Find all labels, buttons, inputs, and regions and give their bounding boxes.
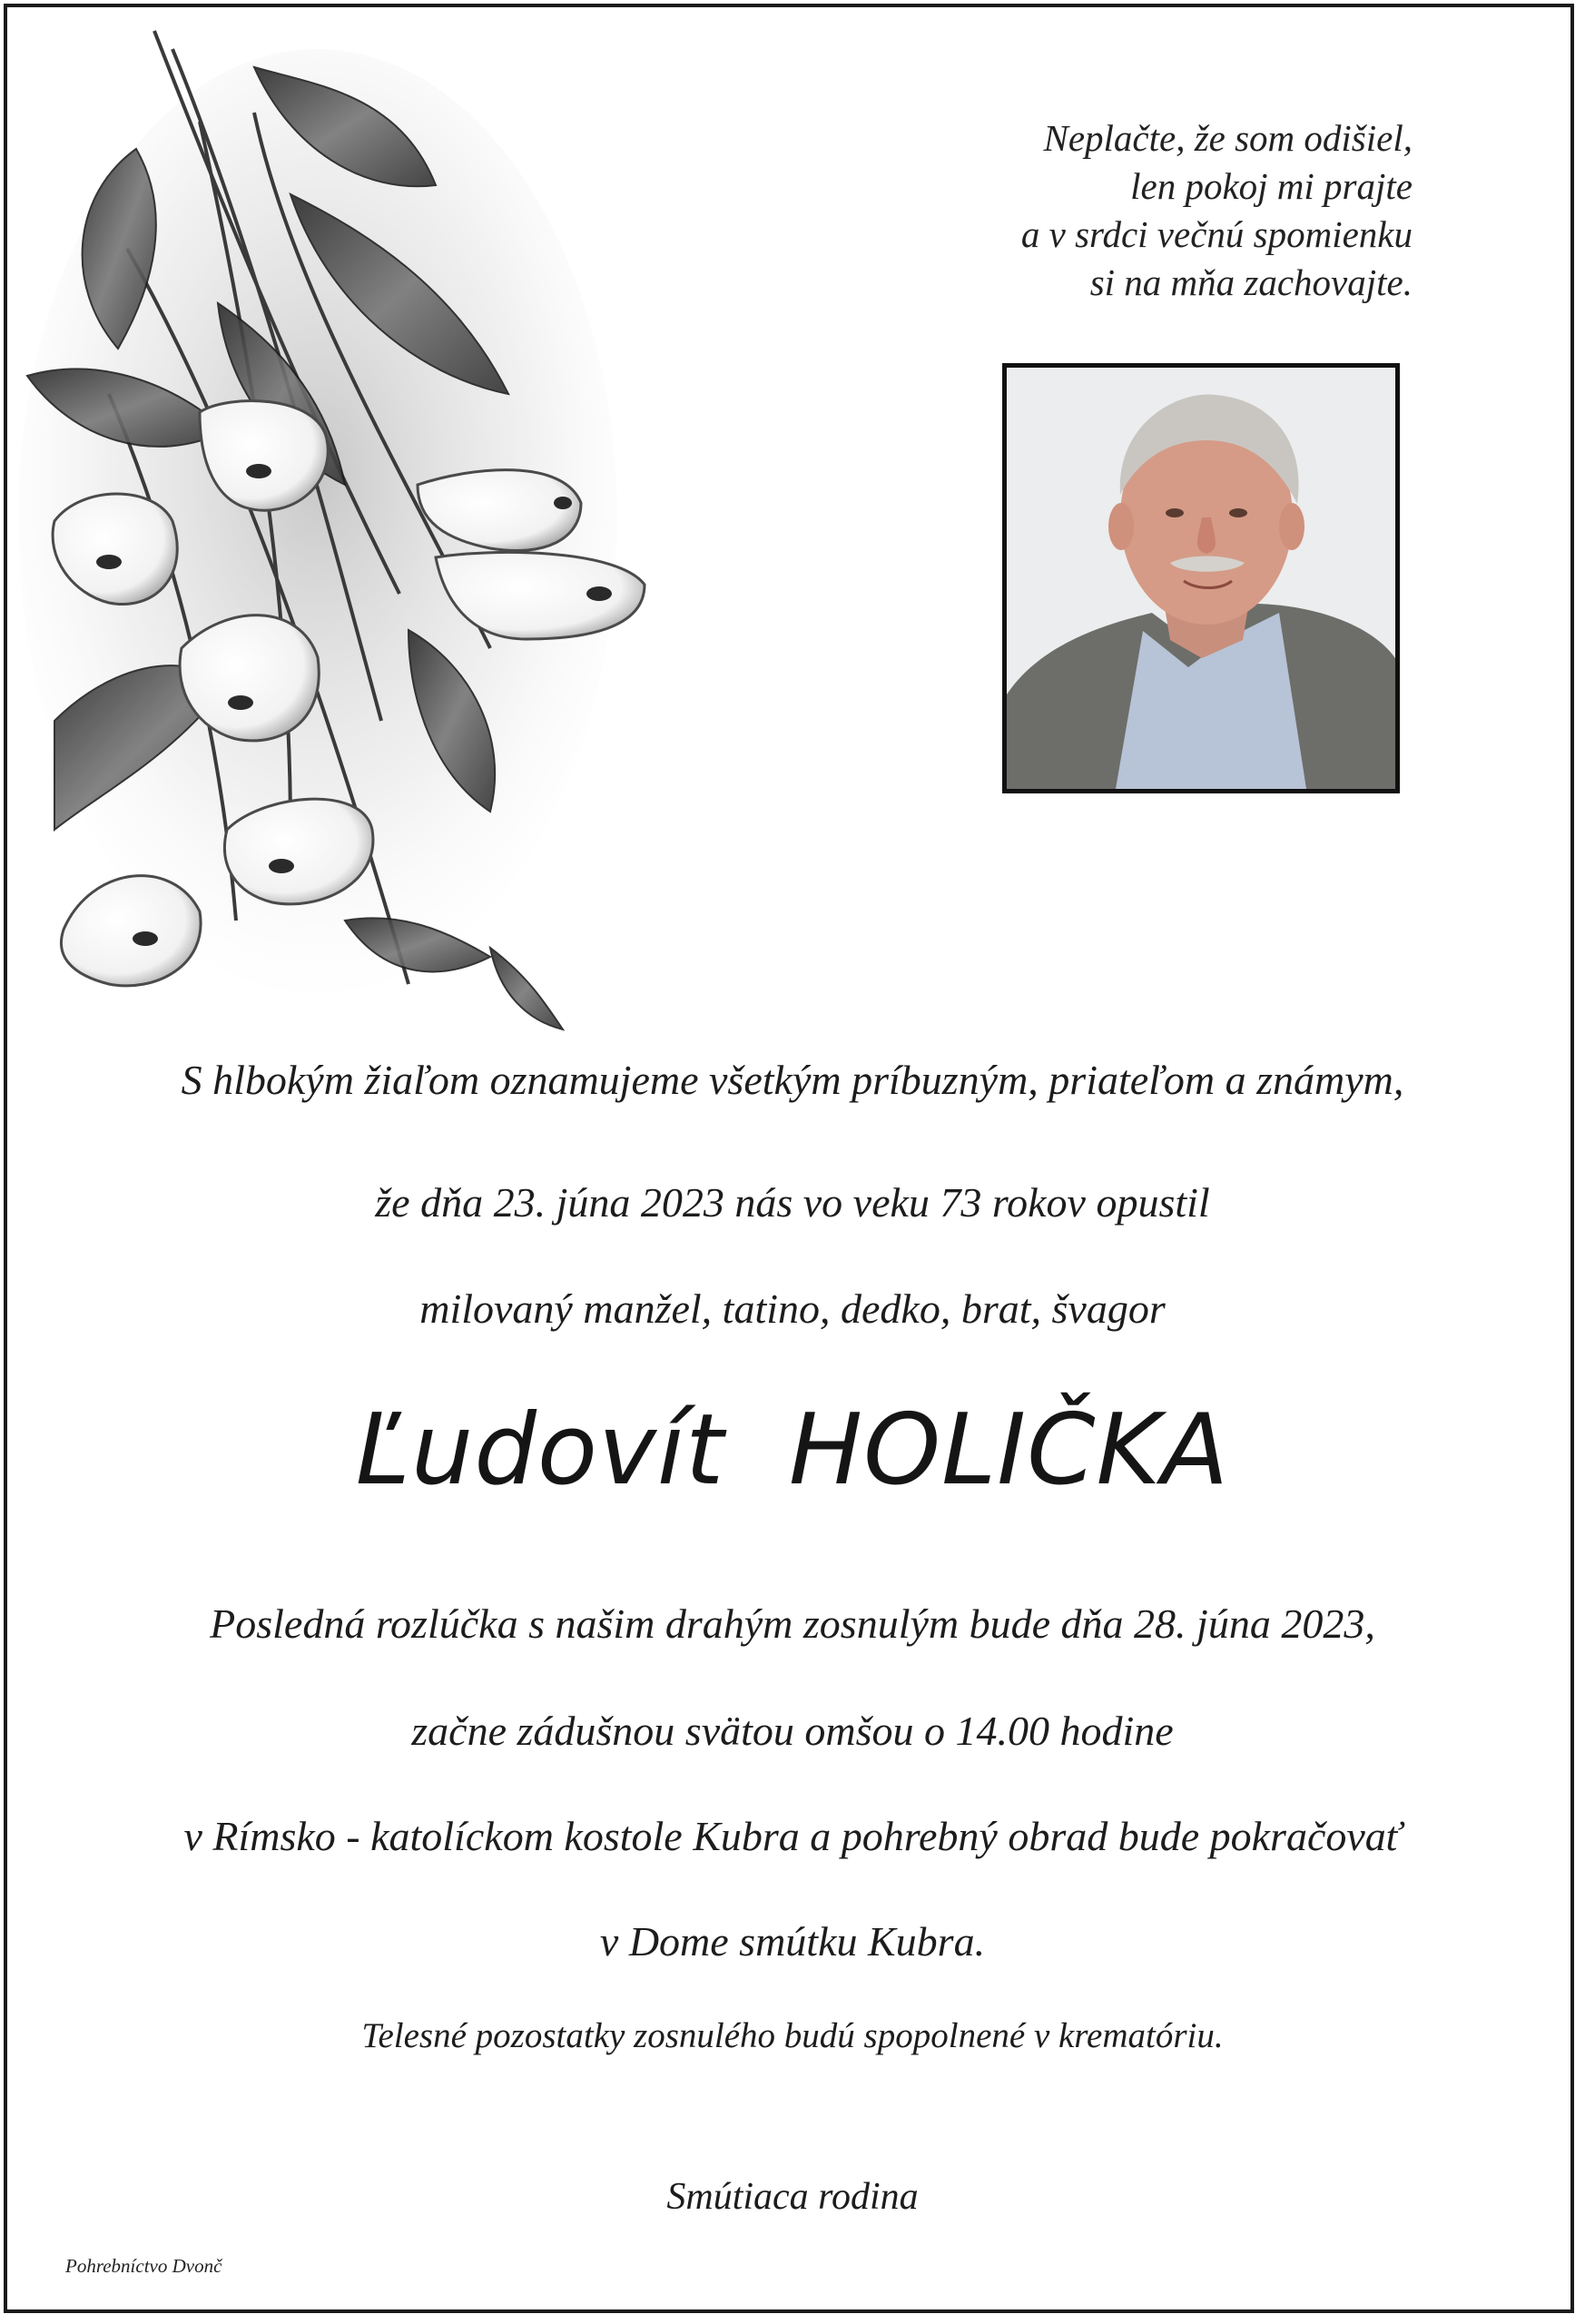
funeral-line-3: v Rímsko - katolíckom kostole Kubra a pohrebný obrad bude pokračovať: [183, 1813, 1402, 1859]
verse-line: a v srdci večnú spomienku: [1020, 213, 1413, 255]
funeral-line-4: v Dome smútku Kubra.: [599, 1918, 986, 1965]
portrait-image: [1007, 368, 1395, 789]
signature: Smútiaca rodina: [666, 2176, 919, 2218]
memorial-verse: [832, 114, 1413, 307]
portrait-photo: [1002, 363, 1400, 793]
verse-line: Neplačte, že som odišiel,: [1043, 117, 1413, 159]
undertaker-credit: Pohrebníctvo Dvonč: [65, 2255, 222, 2277]
funeral-line-1: Posledná rozlúčka s našim drahým zosnulým bude dňa 28. júna 2023,: [210, 1600, 1375, 1647]
announcement-line-2: že dňa 23. júna 2023 nás vo veku 73 rokov opustil: [375, 1179, 1210, 1226]
verse-line: len pokoj mi prajte: [1130, 165, 1413, 207]
calla-lily-illustration: [18, 13, 672, 1039]
announcement-line-3: milovaný manžel, tatino, dedko, brat, švagor: [419, 1285, 1166, 1332]
funeral-line-2: začne zádušnou svätou omšou o 14.00 hodine: [411, 1708, 1174, 1754]
announcement-line-1: S hlbokým žiaľom oznamujeme všetkým príbuzným, priateľom a známym,: [181, 1057, 1404, 1103]
deceased-name: Ľudovít HOLIČKA: [355, 1393, 1230, 1507]
verse-line: si na mňa zachovajte.: [1089, 261, 1413, 303]
cremation-note: Telesné pozostatky zosnulého budú spopolnené v krematóriu.: [361, 2016, 1224, 2055]
